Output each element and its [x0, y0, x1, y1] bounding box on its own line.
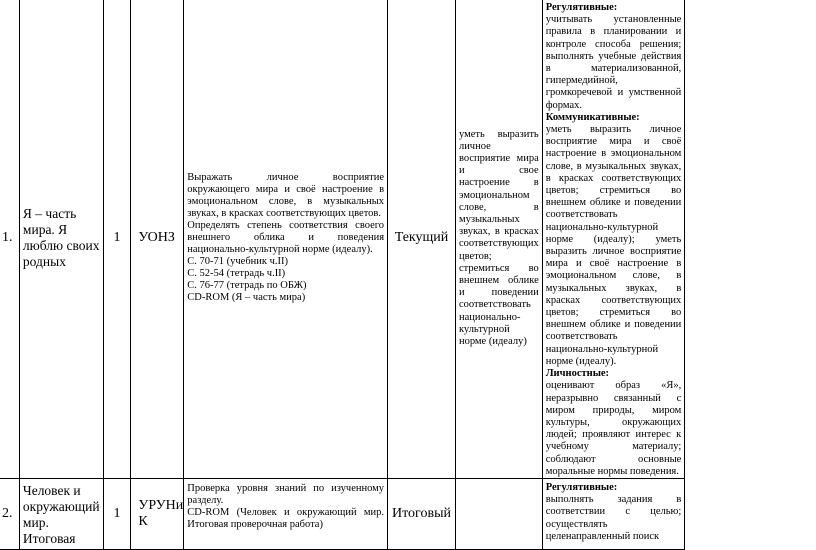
- lesson-type: УРУНи К: [131, 478, 184, 549]
- planned-results: [455, 478, 542, 549]
- uud-heading: Коммуникативные:: [545, 111, 640, 123]
- lesson-hours: 1: [103, 0, 131, 478]
- lesson-activities: [184, 478, 388, 549]
- planned-results: уметь выразить личное восприятие мира и свое настроение в эмоциональном слове, в музыкальных звуках, в красках соответствующих цветов; стремиться во внешнем облике и поведении соответствовать национально-культурной норме (идеалу): [455, 0, 542, 478]
- lesson-topic: Я – часть мира. Я люблю своих родных: [19, 0, 103, 478]
- control-type: Текущий: [388, 0, 456, 478]
- lesson-topic: Человек и окружающий мир. Итоговая: [19, 478, 103, 549]
- uud-text: оценивают образ «Я», неразрывно связанный с миром природы, миром культуры, окружающих людей; проявляют интерес к учебному материалу; соблюдают основные моральные нормы поведения.: [545, 380, 682, 477]
- lesson-hours: 1: [103, 478, 131, 549]
- activity-text: С. 76-77 (тетрадь по ОБЖ): [187, 280, 307, 292]
- lesson-number: 2.: [0, 478, 19, 549]
- learning-actions: [542, 478, 685, 549]
- lesson-activities: [184, 0, 388, 478]
- uud-heading: Личностные:: [545, 368, 610, 380]
- activity-text: Выражать личное восприятие окружающего мира и своё настроение в эмоциональном слове, в музыкальных звуках, в красках соответствующих цветов.: [187, 172, 385, 220]
- activity-text: Определять степень соответствия своего внешнего облика и поведения национально-культурной норме (идеалу).: [187, 220, 385, 256]
- lesson-type: УОНЗ: [131, 0, 184, 478]
- lesson-number: 1.: [0, 0, 19, 478]
- uud-heading: Регулятивные:: [545, 481, 618, 493]
- uud-heading: Регулятивные:: [545, 2, 618, 13]
- uud-text: уметь выразить личное восприятие мира и своё настроение в эмоциональном слове, в музыкальных звуках, в красках соответствующих цветов; стремиться во внешнем облике и поведении соответствовать национально-культурной норме (идеалу); уметь выразить личное восприятие мира и своё настроение в эмоциональном слове, в музыкальных звуках, в красках соответствующих цветов; стремиться во внешнем облике и поведении соответствовать национально-культурной норме (идеалу).: [545, 124, 682, 367]
- activity-text: CD-ROM (Человек и окружающий мир. Итоговая проверочная работа): [187, 506, 385, 530]
- activity-text: Проверка уровня знаний по изученному разделу.: [187, 482, 385, 506]
- activity-text: С. 70-71 (учебник ч.II): [187, 256, 289, 268]
- activity-text: CD-ROM (Я – часть мира): [187, 292, 306, 304]
- learning-actions: [542, 0, 685, 478]
- control-type: Итоговый: [388, 478, 456, 549]
- table-row: [0, 478, 814, 549]
- uud-text: учитывать установленные правила в планировании и контроле способа решения; выполнять учебные действия в материализованной, гипермедийной, громкоречевой и умственной формах.: [545, 14, 682, 111]
- activity-text: С. 52-54 (тетрадь ч.II): [187, 268, 286, 280]
- uud-text: выполнять задания в соответствии с целью; осуществлять целенаправленный поиск: [545, 494, 682, 542]
